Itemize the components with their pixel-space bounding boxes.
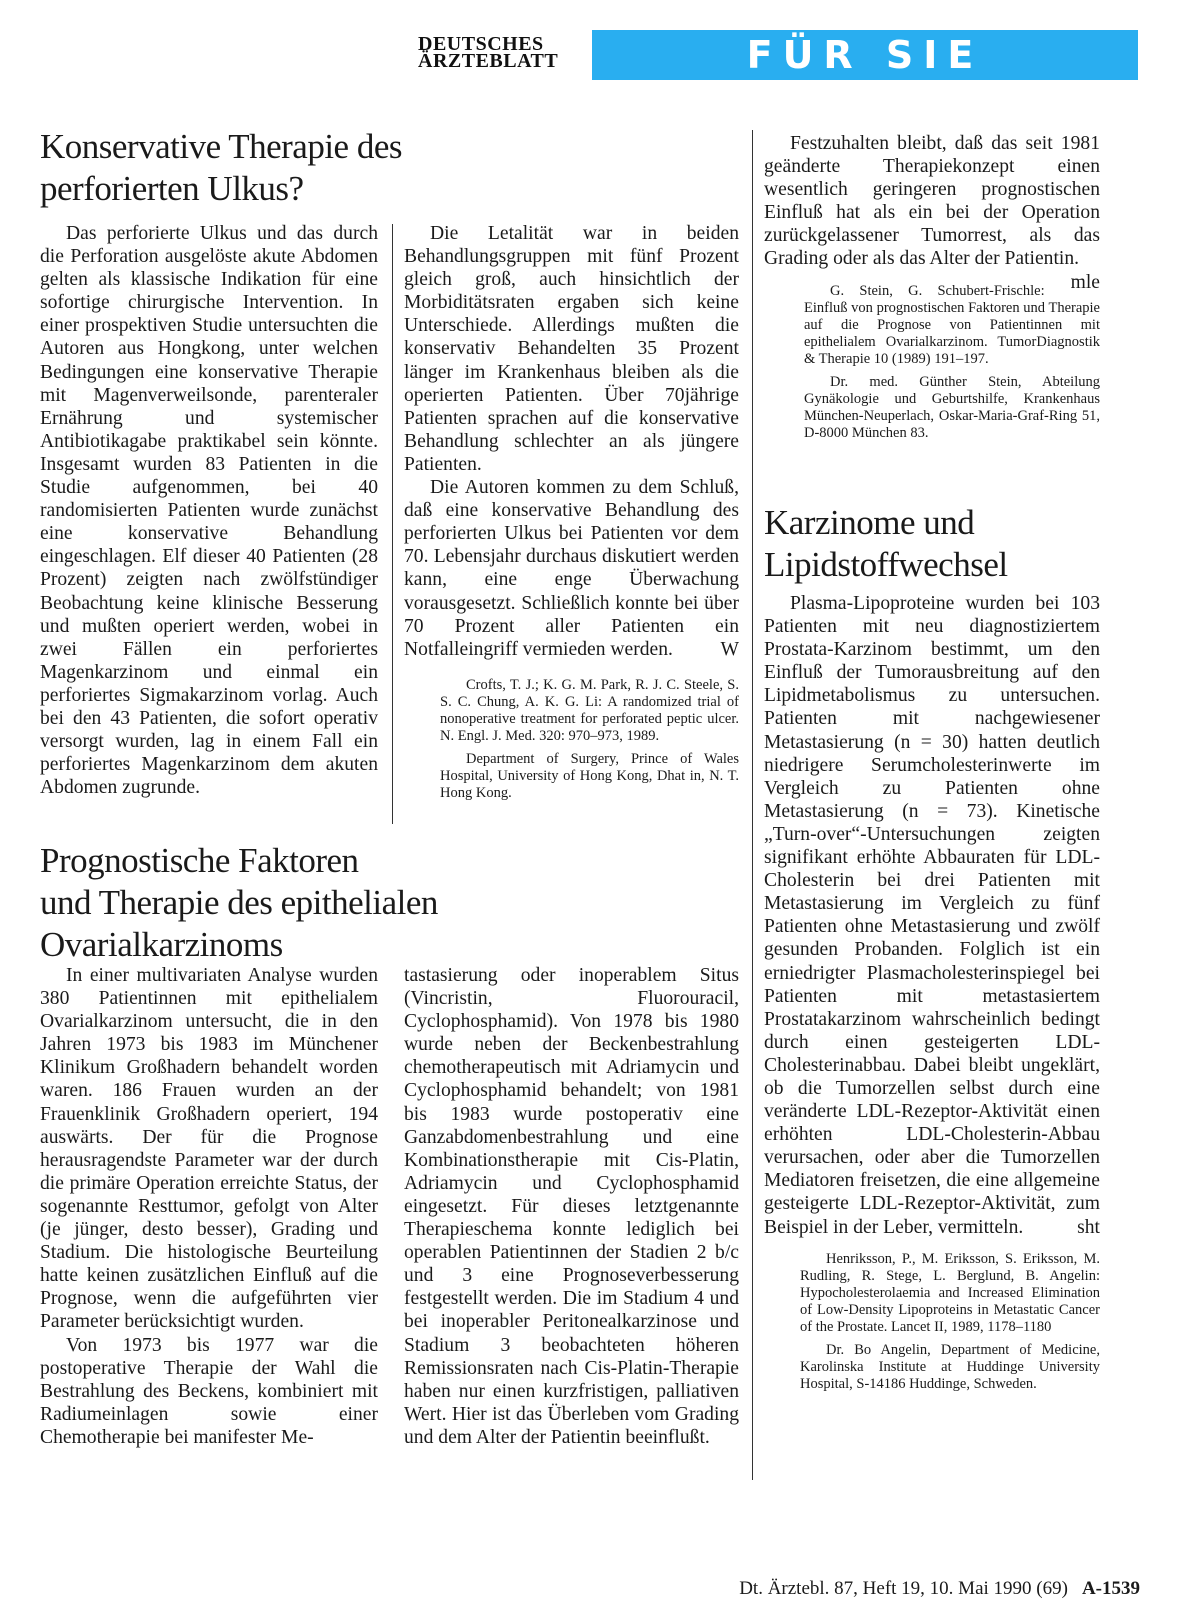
article2-references bbox=[764, 283, 1100, 442]
article3-title-line1: Karzinome und bbox=[764, 503, 975, 542]
article1-paragraph: Die Letalität war in beiden Behandlungsgruppen mit fünf Prozent gleich groß, auch hinsichtlich der Morbiditätsraten ergaben sich keine Unterschiede. Allerdings mußten die konservativ Behandelten 35 Prozent länger im Krankenhaus bleiben als die operierten Patienten. Über 70jährige Patienten sprachen auf die konservative Behandlung schlechter an als jüngere Patienten. bbox=[404, 223, 739, 475]
article3-body bbox=[764, 592, 1100, 1399]
article2-column-3 bbox=[764, 132, 1100, 448]
article1-column-1 bbox=[40, 222, 378, 799]
column-divider bbox=[392, 224, 393, 824]
logo-line-1: DEUTSCHES bbox=[418, 33, 544, 55]
reference-address: Department of Surgery, Prince of Wales Hospital, University of Hong Kong, Dhat in, N. T. Hong Kong. bbox=[440, 750, 739, 801]
article2-paragraph: In einer multivariaten Analyse wurden 380 Patientinnen mit epithelialem Ovarialkarzinom untersucht, die in den Jahren 1973 bis 1983 im Münchener Klinikum Großhadern behandelt worden waren. 186 Frauen wurden an der Frauenklinik Großhadern operiert, 194 auswärts. Der für die Prognose herausragendste Parameter war der durch die primäre Operation erreichte Status, der sogenannte Resttumor, gefolgt von Alter (je jünger, desto besser), Grading und Stadium. Die histologische Beurteilung hatte keinen zusätzlichen Einfluß auf die Prognose, wenn die aufgeführten vier Parameter berücksichtigt wurden. bbox=[40, 965, 378, 1333]
section-banner: FÜR SIE REFERIERT bbox=[592, 30, 1138, 80]
article2-title-line1: Prognostische Faktoren bbox=[40, 841, 359, 880]
page-footer bbox=[650, 1578, 1140, 1600]
article1-paragraph: Die Autoren kommen zu dem Schluß, daß eine konservative Behandlung des perforierten Ulkus bei Patienten vor dem 70. Lebensjahr durchaus diskutiert werden kann, eine enge Überwachung vorausgesetzt. Schließlich konnte bei über 70 Prozent aller Patienten ein Notfalleingriff vermieden werden. W bbox=[404, 477, 739, 660]
article3-signature: sht bbox=[1077, 1216, 1100, 1238]
reference-citation: Crofts, T. J.; K. G. M. Park, R. J. C. Steele, S. S. C. Chung, A. K. G. Li: A randomized trial of nonoperative treatment for perforated peptic ulcer. N. Engl. J. Med. 320: 970–973, 1989. bbox=[440, 676, 739, 744]
article2-title-line2: und Therapie des epithelialen bbox=[40, 883, 438, 922]
article2-paragraph: tastasierung oder inoperablem Situs (Vincristin, Fluorouracil, Cyclophosphamid). Von 1978 bis 1980 wurde neben der Beckenbestrahlung chemotherapeutisch mit Adriamycin und Cyclophosphamid behandelt; von 1981 bis 1983 wurde postoperativ eine Ganzabdomenbestrahlung und eine Kombinationstherapie mit Cis-Platin, Adriamycin und Cyclophosphamid eingesetzt. Für dieses letztgenannte Therapieschema konnte lediglich bei operablen Patientinnen der Stadien 2 b/c und 3 eine Prognoseverbesserung festgestellt werden. Die im Stadium 4 und bei inoperabler Peritonealkarzinose und Stadium 3 beobachteten höheren Remissionsraten nach Cis-Platin-Therapie haben nur einen kurzfristigen, palliativen Wert. Hier ist das Überleben vom Grading und dem Alter der Patientin beeinflußt. bbox=[404, 965, 739, 1448]
article1-title bbox=[40, 126, 680, 210]
article3-references bbox=[764, 1251, 1100, 1393]
article2-column-2 bbox=[404, 964, 739, 1449]
article1-column-2 bbox=[404, 222, 739, 808]
article3-title bbox=[764, 502, 1124, 586]
article3-paragraph: Plasma-Lipoproteine wurden bei 103 Patienten mit neu diagnostiziertem Prostata-Karzinom bestimmt, um den Einfluß der Tumorausbreitung auf den Lipidmetabolismus zu untersuchen. Patienten mit nachgewiesener Metastasierung (n = 30) hatten deutlich niedrigere Serumcholesterinwerte im Vergleich zu Patienten ohne Metastasierung (n = 73). Kinetische „Turn-over“-Untersuchungen zeigten signifikant erhöhte Abbauraten für LDL-Cholesterin bei drei Patienten mit Metastasierung im Vergleich zu fünf Patienten ohne Metastasierung und zwölf gesunden Probanden. Folglich ist ein erniedrigter Plasmacholesterinspiegel bei Patienten mit metastasiertem Prostatakarzinom wahrscheinlich bedingt durch einen gesteigerten LDL-Cholesterinabbau. Dabei bleibt ungeklärt, ob die Tumorzellen selbst durch eine veränderte LDL-Rezeptor-Aktivität einen erhöhten LDL-Cholesterin-Abbau verursachen, oder aber die Tumorzellen Mediatoren freisetzen, die eine allgemeine gesteigerte LDL-Rezeptor-Aktivität, zum Beispiel in der Leber, vermitteln. sht bbox=[764, 593, 1100, 1238]
column-divider bbox=[752, 130, 753, 1480]
reference-address: Dr. med. Günther Stein, Abteilung Gynäkologie und Geburtshilfe, Krankenhaus München-Neuperlach, Oskar-Maria-Graf-Ring 51, D-8000 München 83. bbox=[804, 373, 1100, 441]
journal-logo bbox=[418, 33, 588, 72]
article1-title-line1: Konservative Therapie des bbox=[40, 127, 402, 166]
article1-title-line2: perforierten Ulkus? bbox=[40, 169, 304, 208]
article2-title bbox=[40, 840, 740, 966]
article2-paragraph: Festzuhalten bleibt, daß das seit 1981 geänderte Therapiekonzept einen wesentlich geringeren prognostischen Einfluß hat als ein bei der Operation zurückgelassener Tumorrest, als das Grading oder als das Alter der Patientin. mle bbox=[764, 133, 1100, 293]
reference-citation: Henriksson, P., M. Eriksson, S. Eriksson, M. Rudling, R. Stege, L. Berglund, B. Angelin: Hypocholesterolaemia and Increased Elimination of Low-Density Lipoproteins in Metastatic Cancer of the Prostate. Lancet II, 1989, 1178–1180 bbox=[800, 1250, 1100, 1335]
article2-column-1 bbox=[40, 964, 378, 1449]
article2-signature: mle bbox=[1070, 271, 1100, 293]
article1-references bbox=[404, 677, 739, 802]
article2-title-line3: Ovarialkarzinoms bbox=[40, 925, 283, 964]
article1-paragraph: Das perforierte Ulkus und das durch die Perforation ausgelöste akute Abdomen gelten als klassische Indikation für eine sofortige chirurgische Intervention. In einer prospektiven Studie untersuchten die Autoren aus Hongkong, unter welchen Bedingungen eine konservative Therapie mit Magenverweilsonde, parenteraler Ernährung und systemischer Antibiotikagabe praktikabel sein könnte. Insgesamt wurden 83 Patienten in die Studie aufgenommen, bei 40 randomisierten Patienten wurde zunächst eine konservative Behandlung eingeschlagen. Elf dieser 40 Patienten (28 Prozent) zeigten nach zwölfstündiger Beobachtung keine klinische Besserung und mußten operiert werden, wobei in zwei Fällen ein perforiertes Magenkarzinom und einmal ein perforiertes Sigmakarzinom vorlag. Auch bei den 43 Patienten, die sofort operativ versorgt wurden, lag in einem Fall ein perforiertes Magenkarzinom dem akuten Abdomen zugrunde. bbox=[40, 223, 378, 799]
article1-signature: W bbox=[720, 638, 739, 660]
article3-title-line2: Lipidstoffwechsel bbox=[764, 545, 1008, 584]
page-number: A-1539 bbox=[1081, 1578, 1140, 1599]
reference-address: Dr. Bo Angelin, Department of Medicine, Karolinska Institute at Huddinge University Hospital, S-14186 Huddinge, Schweden. bbox=[800, 1341, 1100, 1392]
reference-citation: G. Stein, G. Schubert-Frischle: Einfluß von prognostischen Faktoren und Therapie auf die Prognose von Patientinnen mit epithelialem Ovarialkarzinom. TumorDiagnostik & Therapie 10 (1989) 191–197. bbox=[804, 282, 1100, 367]
logo-line-2: ÄRZTEBLATT bbox=[418, 50, 559, 72]
journal-citation: Dt. Ärztebl. 87, Heft 19, 10. Mai 1990 (69) bbox=[739, 1578, 1068, 1599]
article2-paragraph: Von 1973 bis 1977 war die postoperative Therapie der Wahl die Bestrahlung des Beckens, kombiniert mit Radiumeinlagen sowie einer Chemotherapie bei manifester Me- bbox=[40, 1334, 378, 1448]
